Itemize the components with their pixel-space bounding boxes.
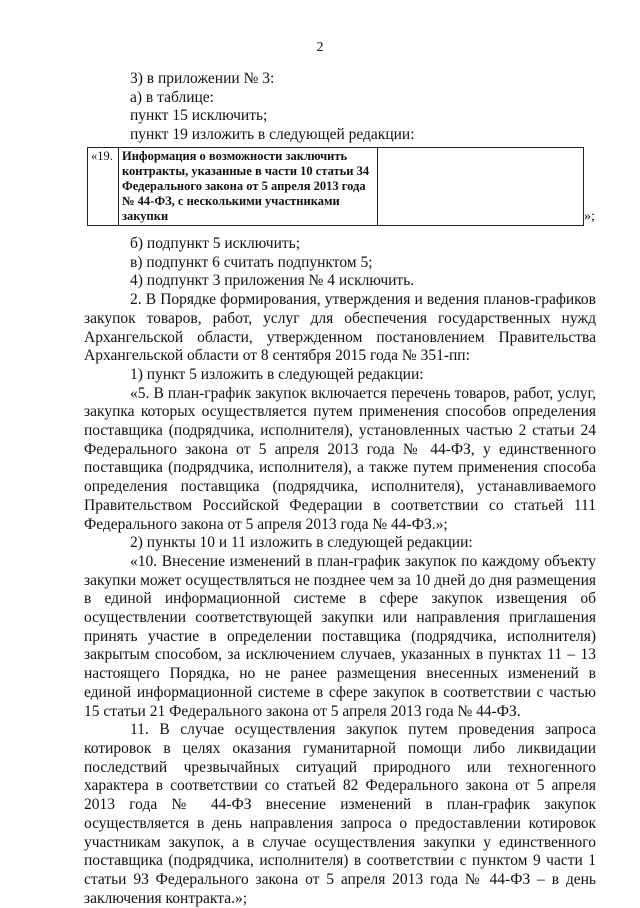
table-cell-text: Информация о возможности заключить контракты, указанные в части 10 статьи 34 Федерального закона от 5 апреля 2013 года № 44-ФЗ, с несколькими участниками закупки [119,148,378,226]
subitem-b: б) подпункт 5 исключить; [130,235,301,252]
table-closing-quote: »; [584,209,595,224]
paragraph-10-quote: «10. Внесение изменений в план-график закупок по каждому объекту закупки может осуществляться не позднее чем за 10 дней до дня размещения в единой информационной системе в сфере закупок извещения об осуществлении соответствующей закупки или направления приглашения принять участие в определении поставщика (подрядчика, исполнителя) закрытым способом, за исключением случаев, указанных в пунктах 11 – 13 настоящего Порядка, но не ранее размещения внесенных изменений в единой информационной системе в сфере закупок в соответствии с частью 15 статьи 21 Федерального закона от 5 апреля 2013 года № 44-ФЗ. [84,552,596,720]
item-3: 3) в приложении № 3: [130,70,275,87]
item-1: 1) пункт 5 изложить в следующей редакции: [130,365,424,383]
table-cell-empty [378,148,584,226]
subitem-v: в) подпункт 6 считать подпунктом 5; [130,253,373,271]
paragraph-5-quote: «5. В план-график закупок включается перечень товаров, работ, услуг, закупка которых осуществляется путем применения способов определения поставщика (подрядчика, исполнителя), установленных частью 2 статьи 24 Федерального закона от 5 апреля 2013 года № 44-ФЗ, у единственного поставщика (подрядчика, исполнителя), а также путем применения способа определения поставщика (подрядчика, исполнителя), устанавливаемого Правительством Российской Федерации в соответствии со статьей 111 Федерального закона от 5 апреля 2013 года № 44-ФЗ.»; [84,384,596,533]
page-number: 2 [316,40,324,55]
table-cell-number: «19. [88,148,119,226]
item-4: 4) подпункт 3 приложения № 4 исключить. [130,272,415,290]
main-text [84,235,596,908]
line-amend-19: пункт 19 изложить в следующей редакции: [130,126,415,144]
amendment-table [87,147,584,226]
line-exclude-15: пункт 15 исключить; [130,107,268,125]
intro-block [84,70,596,145]
subitem-a: а) в таблице: [130,88,214,106]
paragraph-11-quote: 11. В случае осуществления закупок путем проведения запроса котировок в целях оказания гуманитарной помощи либо ликвидации последствий чрезвычайных ситуаций природного или техногенного характера в соответствии со статьей 82 Федерального закона от 5 апреля 2013 года № 44-ФЗ внесение изменений в план-график закупок осуществляется в день направления запроса о предоставлении котировок участникам закупок, а в случае осуществления закупки у единственного поставщика (подрядчика, исполнителя) в соответствии с пунктом 9 части 1 статьи 93 Федерального закона от 5 апреля 2013 года № 44-ФЗ – в день заключения контракта.»; [84,721,596,907]
table-row [88,148,584,226]
item-2: 2) пункты 10 и 11 изложить в следующей редакции: [130,534,473,552]
paragraph-2: 2. В Порядке формирования, утверждения и ведения планов-графиков закупок товаров, работ, услуг для обеспечения государственных нужд Архангельской области, утвержденном постановлением Правительства Архангельской области от 8 сентября 2015 года № 351-пп: [84,291,596,365]
